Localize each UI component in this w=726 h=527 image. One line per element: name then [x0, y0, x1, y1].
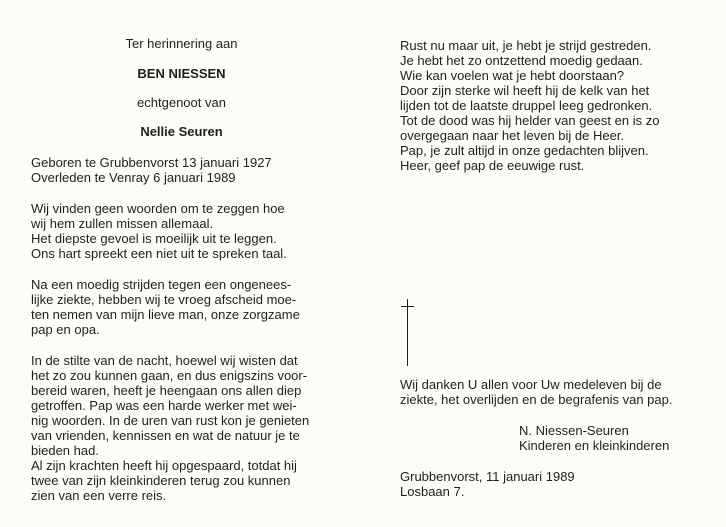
text-line: het zo zou kunnen gaan, en dus enigszins voor- [31, 368, 308, 383]
cross-vertical-bar [407, 299, 408, 366]
text-line: zien van een verre reis. [31, 488, 167, 503]
text-line: In de stilte van de nacht, hoewel wij wisten dat [31, 353, 298, 368]
poem-line: Heer, geef pap de eeuwige rust. [400, 158, 585, 173]
text-line: Na een moedig strijden tegen een ongenees- [31, 277, 292, 292]
poem-line: Rust nu maar uit, je hebt je strijd gestreden. [400, 38, 652, 53]
cross-horizontal-bar [401, 306, 414, 307]
poem-line: lijden tot de laatste druppel leeg gedronken. [400, 98, 653, 113]
poem-line: Wie kan voelen wat je hebt doorstaan? [400, 68, 625, 83]
intro-text: Ter herinnering aan [125, 36, 238, 51]
text-line: pap en opa. [31, 322, 100, 337]
poem-line: Door zijn sterke wil heeft hij de kelk van het [400, 83, 650, 98]
text-line: bereid waren, heeft je heengaan ons allen diep [31, 383, 302, 398]
signature-name: N. Niessen-Seuren [519, 423, 629, 438]
death-line: Overleden te Venray 6 januari 1989 [31, 170, 236, 185]
relation-text: echtgenoot van [137, 95, 226, 110]
thanks-line: ziekte, het overlijden en de begrafenis van pap. [400, 392, 673, 407]
text-line: twee van zijn kleinkinderen terug zou kunnen [31, 473, 291, 488]
text-line: lijke ziekte, hebben wij te vroeg afscheid moe- [31, 292, 297, 307]
text-line: getroffen. Pap was een harde werker met wei- [31, 398, 297, 413]
text-line: Al zijn krachten heeft hij opgespaard, totdat hij [31, 458, 297, 473]
birth-line: Geboren te Grubbenvorst 13 januari 1927 [31, 155, 272, 170]
text-line: bieden had. [31, 443, 99, 458]
text-line: nig woorden. In de uren van rust kon je genieten [31, 413, 310, 428]
signature-family: Kinderen en kleinkinderen [519, 438, 670, 453]
poem-line: overgegaan naar het leven bij de Heer. [400, 128, 625, 143]
spouse-name: Nellie Seuren [140, 124, 223, 139]
text-line: ten nemen van mijn lieve man, onze zorgzame [31, 307, 300, 322]
right-page [363, 0, 726, 527]
text-line: Het diepste gevoel is moeilijk uit te leggen. [31, 231, 277, 246]
text-line: van vrienden, kennissen en wat de natuur je te [31, 428, 300, 443]
text-line: wij hem zullen missen allemaal. [31, 216, 214, 231]
address: Losbaan 7. [400, 484, 465, 499]
deceased-name: BEN NIESSEN [137, 66, 226, 81]
poem-line: Je hebt het zo ontzettend moedig gedaan. [400, 53, 643, 68]
poem-line: Pap, je zult altijd in onze gedachten blijven. [400, 143, 649, 158]
text-line: Ons hart spreekt een niet uit te spreken taal. [31, 246, 287, 261]
thanks-line: Wij danken U allen voor Uw medeleven bij de [400, 377, 662, 392]
text-line: Wij vinden geen woorden om te zeggen hoe [31, 201, 285, 216]
poem-line: Tot de dood was hij helder van geest en is zo [400, 113, 660, 128]
place-date: Grubbenvorst, 11 januari 1989 [400, 469, 575, 484]
